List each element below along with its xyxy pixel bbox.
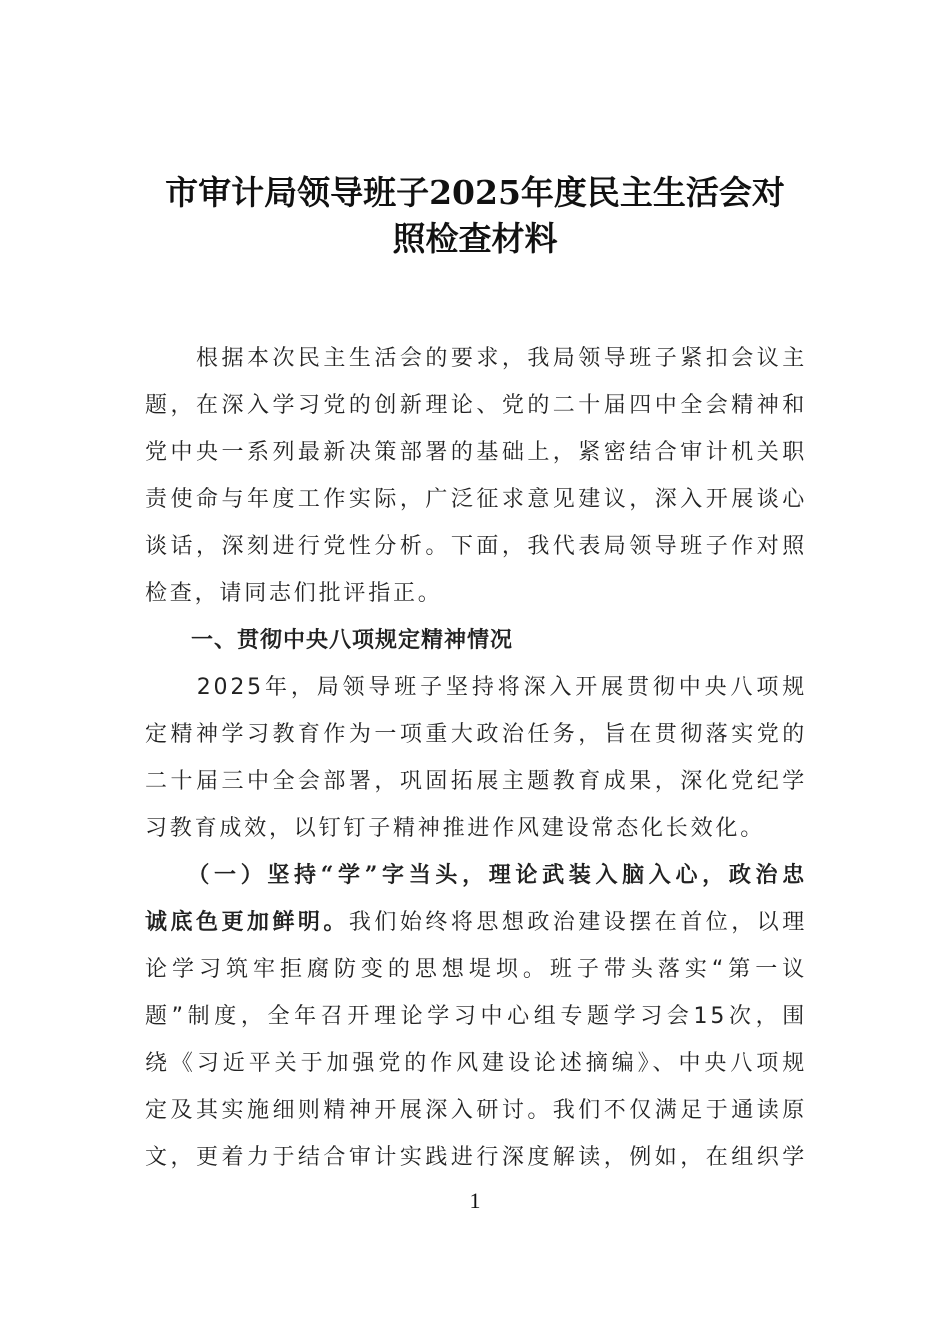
document-body bbox=[145, 335, 807, 1181]
text-line: 定及其实施细则精神开展深入研讨。我们不仅满足于通读原 bbox=[145, 1098, 807, 1123]
text-line: 党中央一系列最新决策部署的基础上，紧密结合审计机关职 bbox=[145, 440, 807, 465]
document-title-line-2: 照检查材料 bbox=[392, 219, 558, 258]
text-line: 绕《习近平关于加强党的作风建设论述摘编》、中央八项规 bbox=[145, 1051, 807, 1076]
subsection-heading-line: （一）坚持“学”字当头，理论武装入脑入心，政治忠 bbox=[145, 862, 807, 888]
text-line: 定精神学习教育作为一项重大政治任务，旨在贯彻落实党的 bbox=[145, 722, 807, 747]
section-heading-1: 一、贯彻中央八项规定精神情况 bbox=[145, 628, 514, 653]
subsection-1-paragraph bbox=[145, 852, 807, 1181]
text-line: 二十届三中全会部署，巩固拓展主题教育成果，深化党纪学 bbox=[145, 769, 807, 794]
subsection-heading-tail: 诚底色更加鲜明。 bbox=[145, 909, 349, 935]
page-number: 1 bbox=[469, 1188, 481, 1213]
text-line: 根据本次民主生活会的要求，我局领导班子紧扣会议主 bbox=[145, 346, 807, 371]
text-line: 文，更着力于结合审计实践进行深度解读，例如，在组织学 bbox=[145, 1145, 807, 1170]
text-line: 论学习筑牢拒腐防变的思想堤坝。班子带头落实“第一议 bbox=[145, 957, 807, 982]
intro-paragraph bbox=[145, 335, 807, 617]
section-1-paragraph bbox=[145, 664, 807, 852]
text-line: 习教育成效，以钉钉子精神推进作风建设常态化长效化。 bbox=[145, 816, 766, 841]
document-title-line-1: 市审计局领导班子2025年度民主生活会对 bbox=[165, 173, 785, 212]
text-line: 责使命与年度工作实际，广泛征求意见建议，深入开展谈心 bbox=[145, 487, 807, 512]
text-line: 谈话，深刻进行党性分析。下面，我代表局领导班子作对照 bbox=[145, 534, 807, 559]
text-line bbox=[145, 899, 807, 946]
text-line: 题，在深入学习党的创新理论、党的二十届四中全会精神和 bbox=[145, 393, 807, 418]
text-line: 题”制度，全年召开理论学习中心组专题学习会15次，围 bbox=[145, 1004, 807, 1029]
text-line: 2025年，局领导班子坚持将深入开展贯彻中央八项规 bbox=[145, 675, 807, 700]
text-line: 检查，请同志们批评指正。 bbox=[145, 581, 443, 606]
text-segment: 我们始终将思想政治建设摆在首位，以理 bbox=[348, 910, 807, 935]
